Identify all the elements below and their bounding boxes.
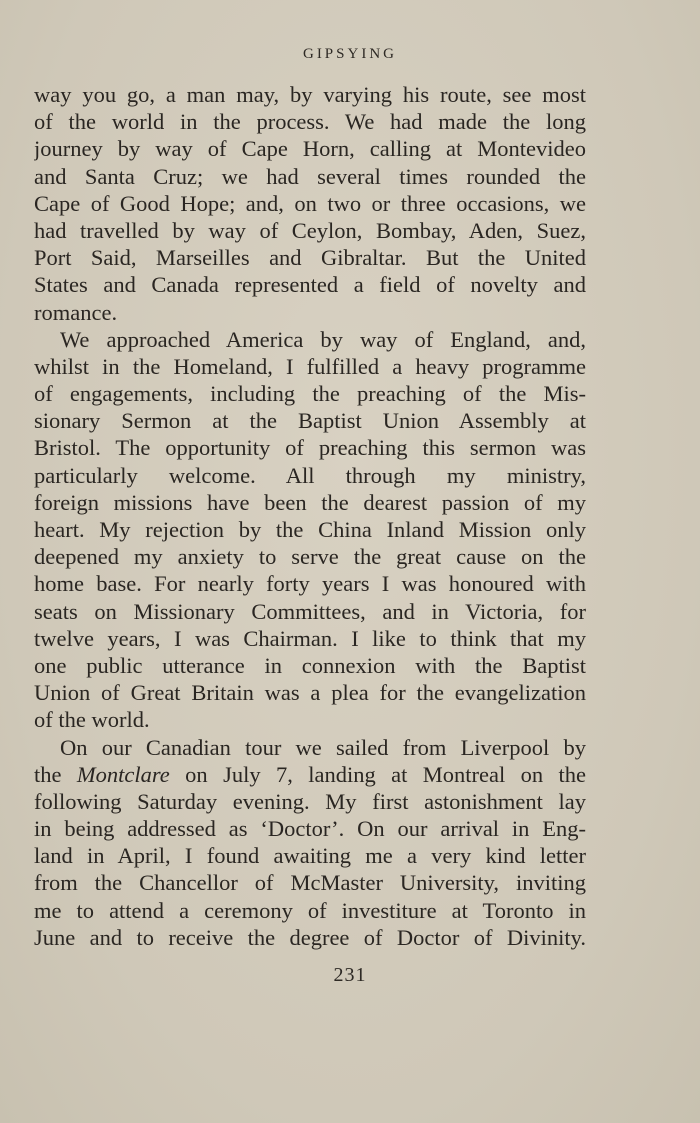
text-line: home base. For nearly forty years I was honoured with xyxy=(34,571,586,597)
text-line: States and Canada represented a field of novelty and xyxy=(34,272,586,298)
text-line: particularly welcome. All through my ministry, xyxy=(34,462,586,488)
text-line: following Saturday evening. My first astonishment lay xyxy=(34,788,586,814)
text-line: Port Said, Marseilles and Gibraltar. But the United xyxy=(34,245,586,271)
text-line: and Santa Cruz; we had several times rounded the xyxy=(34,163,586,189)
text-line: June and to receive the degree of Doctor of Divinity. xyxy=(34,924,586,950)
body-text xyxy=(34,81,586,951)
text-line: land in April, I found awaiting me a very kind letter xyxy=(34,843,586,869)
page-number: 231 xyxy=(333,964,367,986)
text-line: twelve years, I was Chairman. I like to think that my xyxy=(34,625,586,651)
text-line: seats on Missionary Committees, and in Victoria, for xyxy=(34,598,586,624)
text-line: had travelled by way of Ceylon, Bombay, Aden, Suez, xyxy=(34,217,586,243)
text-line: whilst in the Homeland, I fulfilled a heavy programme xyxy=(34,353,586,379)
text-line: Cape of Good Hope; and, on two or three occasions, we xyxy=(34,190,586,216)
text-line: journey by way of Cape Horn, calling at Montevideo xyxy=(34,136,586,162)
running-head: GIPSYING xyxy=(302,46,397,62)
text-line: of engagements, including the preaching of the Mis- xyxy=(34,381,586,407)
text-line: way you go, a man may, by varying his route, see most xyxy=(34,82,586,107)
text-line: heart. My rejection by the China Inland Mission only xyxy=(34,517,586,542)
text-line: deepened my anxiety to serve the great cause on the xyxy=(34,544,586,570)
text-line: me to attend a ceremony of investiture at Toronto in xyxy=(34,897,586,923)
text-line: in being addressed as ‘Doctor’. On our arrival in Eng- xyxy=(34,816,586,842)
text-line: from the Chancellor of McMaster University, inviting xyxy=(34,870,586,896)
text-line: one public utterance in connexion with the Baptist xyxy=(34,652,586,678)
text-line: of the world. xyxy=(34,707,150,733)
text-line: foreign missions have been the dearest passion of my xyxy=(34,489,586,515)
text-fragment: the xyxy=(34,761,77,787)
ship-name: Montclare xyxy=(76,761,170,787)
text-line-with-ship-name xyxy=(34,761,586,788)
paragraph-first-line: On our Canadian tour we sailed from Liverpool by xyxy=(60,734,586,760)
text-line: Bristol. The opportunity of preaching this sermon was xyxy=(34,435,586,461)
text-line: romance. xyxy=(34,299,118,325)
paragraph-first-line: We approached America by way of England, and, xyxy=(60,326,586,352)
text-fragment: on July 7, landing at Montreal on the xyxy=(169,761,586,787)
text-line: of the world in the process. We had made the long xyxy=(34,109,586,135)
text-line: Union of Great Britain was a plea for the evangelization xyxy=(34,680,586,706)
text-line: sionary Sermon at the Baptist Union Assembly at xyxy=(34,408,586,434)
